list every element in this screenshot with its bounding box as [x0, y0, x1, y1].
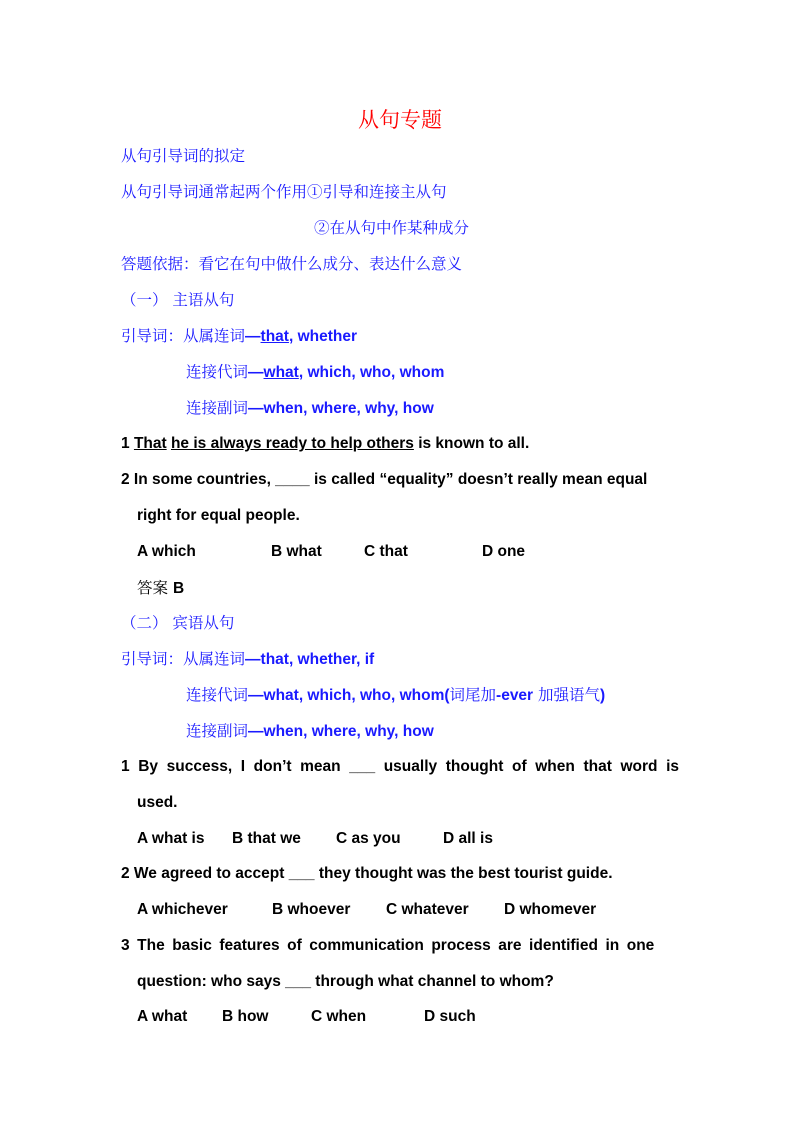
- dash: —: [248, 364, 264, 381]
- underlined-clause: he is always ready to help others: [170, 435, 414, 452]
- subject-introducer-line-2: [186, 362, 444, 383]
- object-introducer-line-2: [186, 685, 605, 706]
- emphasis-note: 加强语气: [538, 686, 601, 704]
- answer-value: B: [172, 580, 185, 597]
- object-question-3-options: [0, 1007, 800, 1027]
- subject-clause-heading: （一） 主语从句: [121, 291, 235, 309]
- option-c: C when: [311, 1008, 367, 1025]
- closing-paren: ): [600, 687, 606, 704]
- option-c: C as you: [336, 830, 401, 847]
- introducer-type: 连接代词: [186, 686, 249, 704]
- option-d: D such: [424, 1008, 476, 1025]
- introducer-label: 引导词：: [121, 327, 184, 345]
- roles-prefix: 从句引导词通常起两个作用: [121, 183, 308, 201]
- object-question-1-options: [0, 829, 800, 849]
- introducer-words: , whether: [288, 328, 357, 345]
- subject-introducer-line-1: [121, 326, 357, 347]
- suffix-note: 词尾加: [449, 686, 497, 704]
- subject-question-2-line-2: right for equal people.: [137, 507, 300, 524]
- page-title: 从句专题: [358, 108, 442, 132]
- answer-label: 答案: [137, 579, 169, 597]
- dash: —: [245, 328, 261, 345]
- option-b: B whoever: [272, 901, 351, 918]
- object-question-3-line-2: question: who says ___ through what channel to whom?: [137, 973, 554, 990]
- answer-line: [137, 578, 184, 599]
- object-question-2-line-1: 2 We agreed to accept ___ they thought was the best tourist guide.: [121, 865, 613, 882]
- introducer-type: 连接代词: [186, 363, 249, 381]
- option-a: A which: [137, 543, 196, 560]
- subject-question-2-line-1: 2 In some countries, ____ is called “equality” doesn’t really mean equal: [121, 471, 648, 488]
- question-text: 3 The basic features of communication process are identified in one: [121, 937, 655, 954]
- option-d: D all is: [443, 830, 493, 847]
- introducer-type: 连接副词: [186, 399, 249, 417]
- option-d: D one: [482, 543, 526, 560]
- option-b: B what: [271, 543, 322, 560]
- option-b: B that we: [232, 830, 301, 847]
- underlined-word: That: [133, 435, 167, 452]
- object-clause-heading: （二） 宾语从句: [121, 614, 235, 632]
- underlined-word: what: [263, 364, 299, 381]
- object-question-1-line-2: used.: [137, 794, 178, 811]
- option-a: A what: [137, 1008, 188, 1025]
- introducer-words: —that, whether, if: [245, 651, 375, 668]
- introducer-words: —when, where, why, how: [248, 723, 434, 740]
- question-number: 1: [121, 435, 130, 452]
- introducer-words: —when, where, why, how: [248, 400, 434, 417]
- role-1: ①引导和连接主从句: [307, 183, 447, 201]
- introducer-type: 连接副词: [186, 722, 249, 740]
- introducer-type: 从属连词: [183, 650, 246, 668]
- introducer-words: —what, which, who, whom(: [248, 687, 450, 704]
- option-c: C that: [364, 543, 408, 560]
- suffix: -ever: [496, 687, 534, 704]
- subject-introducer-line-3: [186, 398, 434, 419]
- intro-roles-line: [121, 182, 447, 202]
- object-question-1-line-1: [121, 757, 679, 777]
- option-c: C whatever: [386, 901, 469, 918]
- intro-heading: 从句引导词的拟定: [121, 147, 246, 165]
- question-text: 1 By success, I don’t mean ___ usually thought of when that word is: [121, 758, 680, 775]
- object-question-2-options: [0, 900, 800, 920]
- introducer-type: 从属连词: [183, 327, 246, 345]
- answer-basis: 答题依据：看它在句中做什么成分、表达什么意义: [121, 255, 463, 273]
- role-2: ②在从句中作某种成分: [314, 219, 470, 237]
- option-d: D whomever: [504, 901, 597, 918]
- introducer-label: 引导词：: [121, 650, 184, 668]
- option-a: A whichever: [137, 901, 228, 918]
- underlined-word: that: [260, 328, 289, 345]
- object-introducer-line-1: [121, 649, 374, 670]
- option-b: B how: [222, 1008, 269, 1025]
- object-introducer-line-3: [186, 721, 434, 742]
- introducer-words: , which, who, whom: [298, 364, 445, 381]
- object-question-3-line-1: [121, 936, 654, 956]
- subject-example-1: [121, 434, 529, 454]
- sentence-rest: is known to all.: [418, 435, 530, 452]
- option-a: A what is: [137, 830, 205, 847]
- subject-question-2-options: [0, 542, 800, 562]
